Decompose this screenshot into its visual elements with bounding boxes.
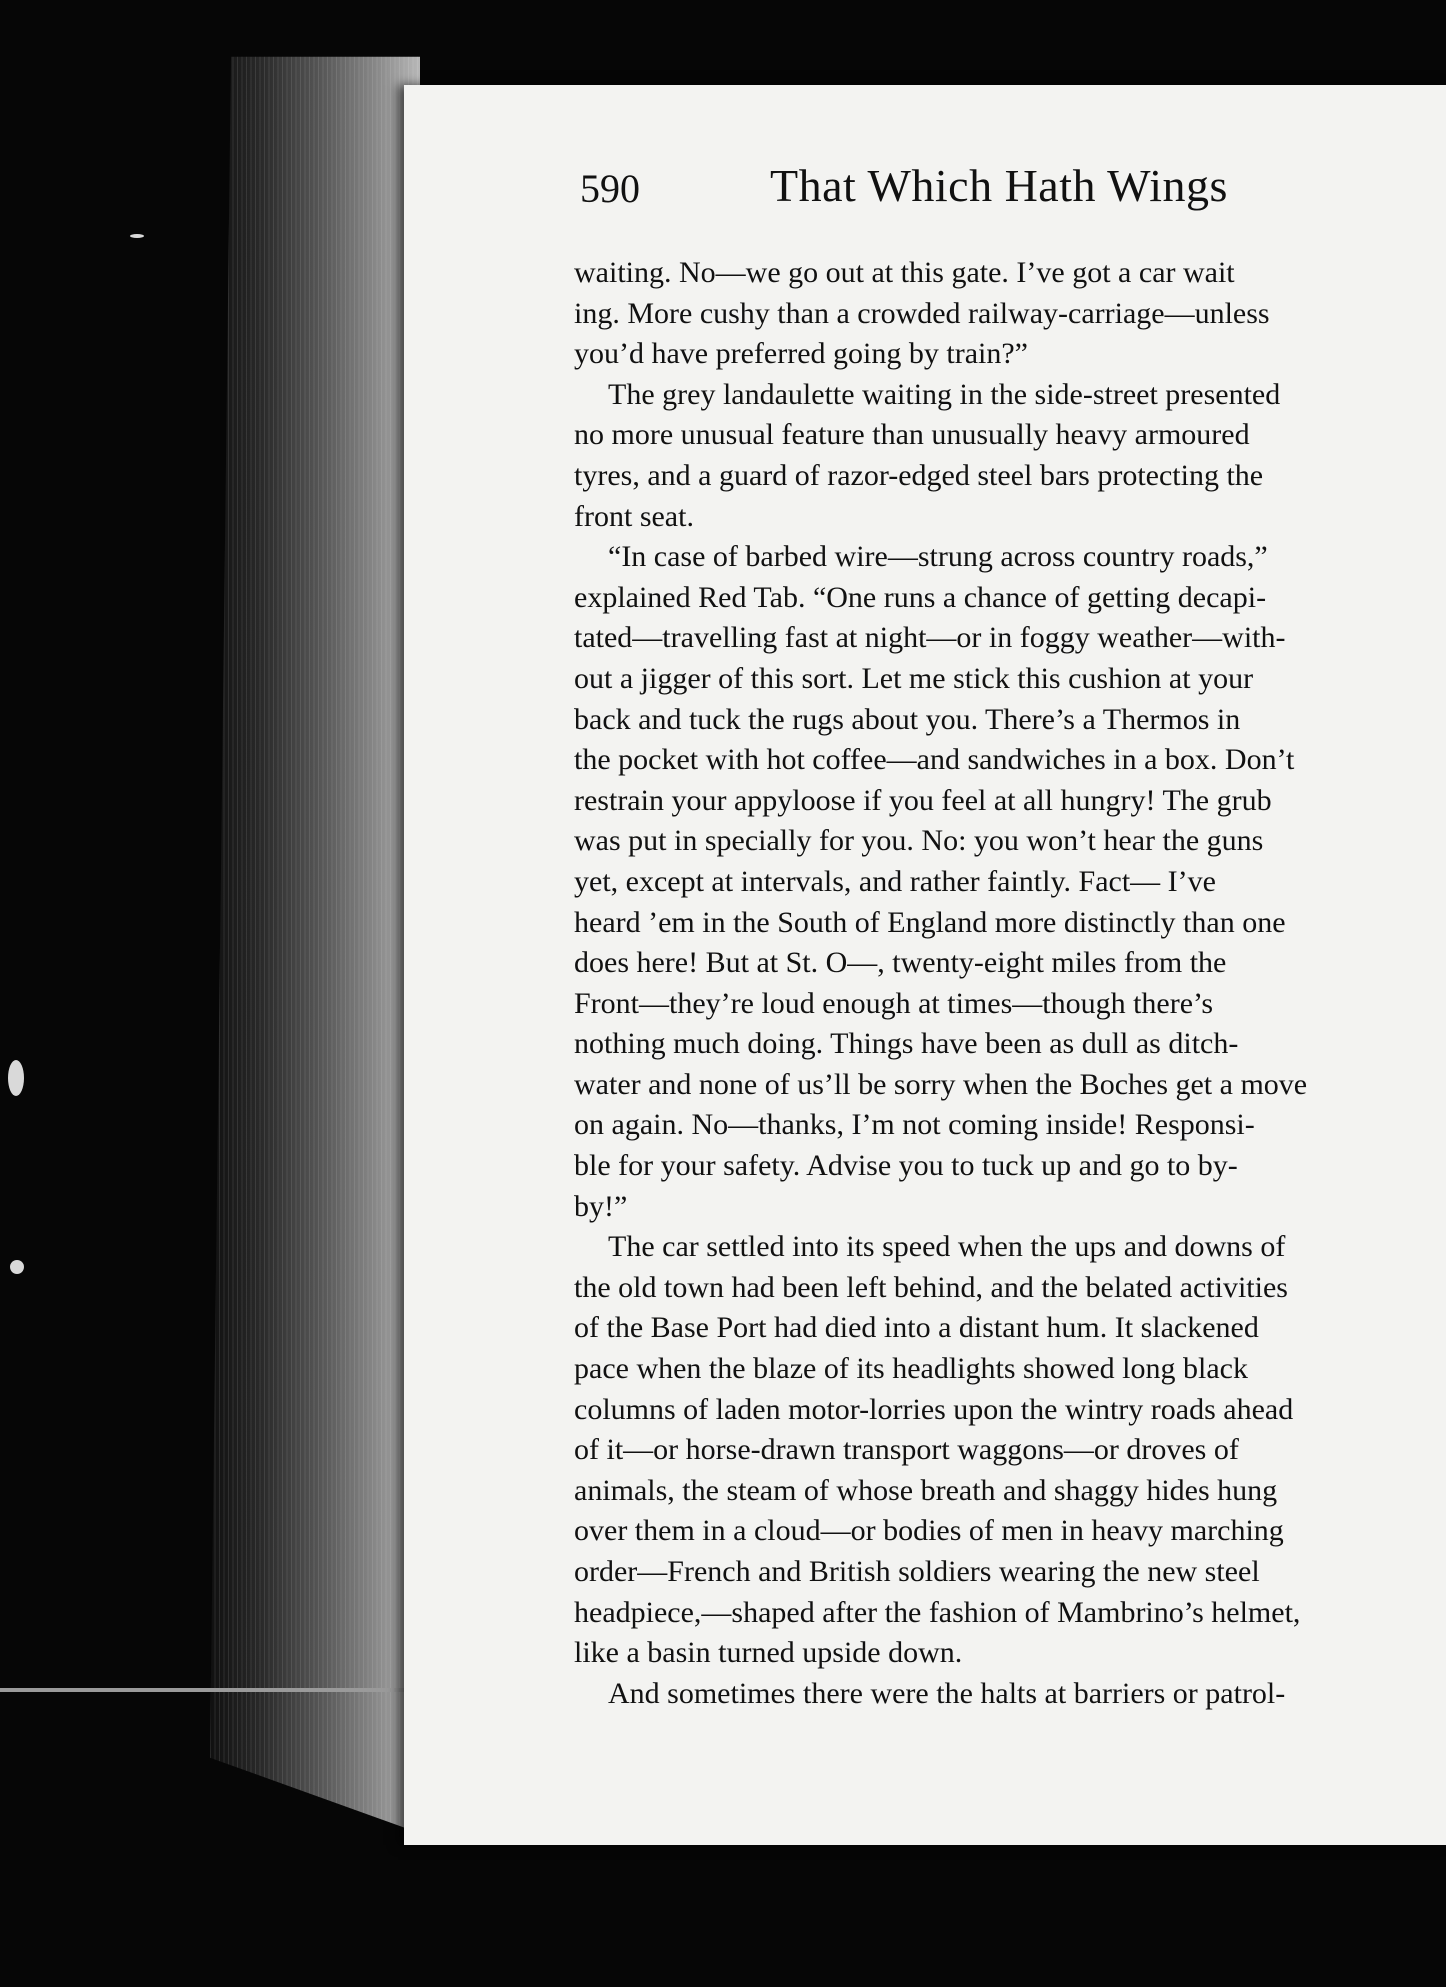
text-line: heard ’em in the South of England more distinctly than one [574,905,1286,939]
text-line: by!” [574,1189,628,1223]
text-line: headpiece,—shaped after the fashion of Mambrino’s helmet, [574,1595,1301,1629]
text-line: explained Red Tab. “One runs a chance of getting decapi- [574,580,1267,614]
text-line: water and none of us’ll be sorry when the Boches get a move [574,1067,1308,1101]
text-line: out a jigger of this sort. Let me stick this cushion at your [574,661,1254,695]
text-line: does here! But at St. O—, twenty-eight miles from the [574,946,1227,980]
text-line: yet, except at intervals, and rather faintly. Fact— I’ve [574,864,1216,898]
text-line: tyres, and a guard of razor-edged steel bars protecting the [574,458,1264,492]
page-edge-highlight [0,1688,420,1692]
text-line: ing. More cushy than a crowded railway-carriage—unless [574,296,1270,330]
text-line: And sometimes there were the halts at barriers or patrol- [608,1676,1286,1710]
text-line: order—French and British soldiers wearing the new steel [574,1555,1260,1588]
text-line: columns of laden motor-lorries upon the wintry roads ahead [574,1392,1294,1426]
text-line: The car settled into its speed when the ups and downs of [608,1230,1286,1264]
text-line: tated—travelling fast at night—or in foggy weather—with- [574,621,1286,655]
text-line: no more unusual feature than unusually heavy armoured [574,418,1250,452]
running-title: That Which Hath Wings [770,160,1228,211]
text-line: of the Base Port had died into a distant hum. It slackened [574,1311,1259,1345]
text-line: you’d have preferred going by train?” [574,337,1028,371]
text-line: animals, the steam of whose breath and shaggy hides hung [574,1473,1278,1507]
text-line: was put in specially for you. No: you won’t hear the guns [574,824,1264,858]
text-line: nothing much doing. Things have been as dull as ditch- [574,1027,1239,1061]
book-page-edges [210,0,420,1890]
text-line: pace when the blaze of its headlights showed long black [574,1352,1248,1386]
text-line: Front—they’re loud enough at times—though there’s [574,986,1214,1020]
text-line: ble for your safety. Advise you to tuck up and go to by- [574,1149,1238,1183]
running-header [580,160,1446,225]
text-line: like a basin turned upside down. [574,1636,963,1670]
body-text [574,253,1446,1714]
text-line: The grey landaulette waiting in the side-street presented [608,377,1281,411]
text-line: the pocket with hot coffee—and sandwiches in a box. Don’t [574,743,1295,777]
page-number: 590 [580,166,640,211]
book-page [404,85,1446,1845]
text-line: waiting. No—we go out at this gate. I’ve got a car wait [574,256,1235,289]
text-line: over them in a cloud—or bodies of men in heavy marching [574,1514,1284,1548]
text-line: “In case of barbed wire—strung across country roads,” [608,540,1268,574]
text-line: the old town had been left behind, and the belated activities [574,1270,1288,1304]
text-line: on again. No—thanks, I’m not coming inside! Responsi- [574,1108,1255,1142]
text-line: restrain your appyloose if you feel at all hungry! The grub [574,783,1272,817]
text-line: back and tuck the rugs about you. There’s a Thermos in [574,702,1241,736]
text-line: front seat. [574,499,694,533]
text-line: of it—or horse-drawn transport waggons—or droves of [574,1433,1239,1467]
